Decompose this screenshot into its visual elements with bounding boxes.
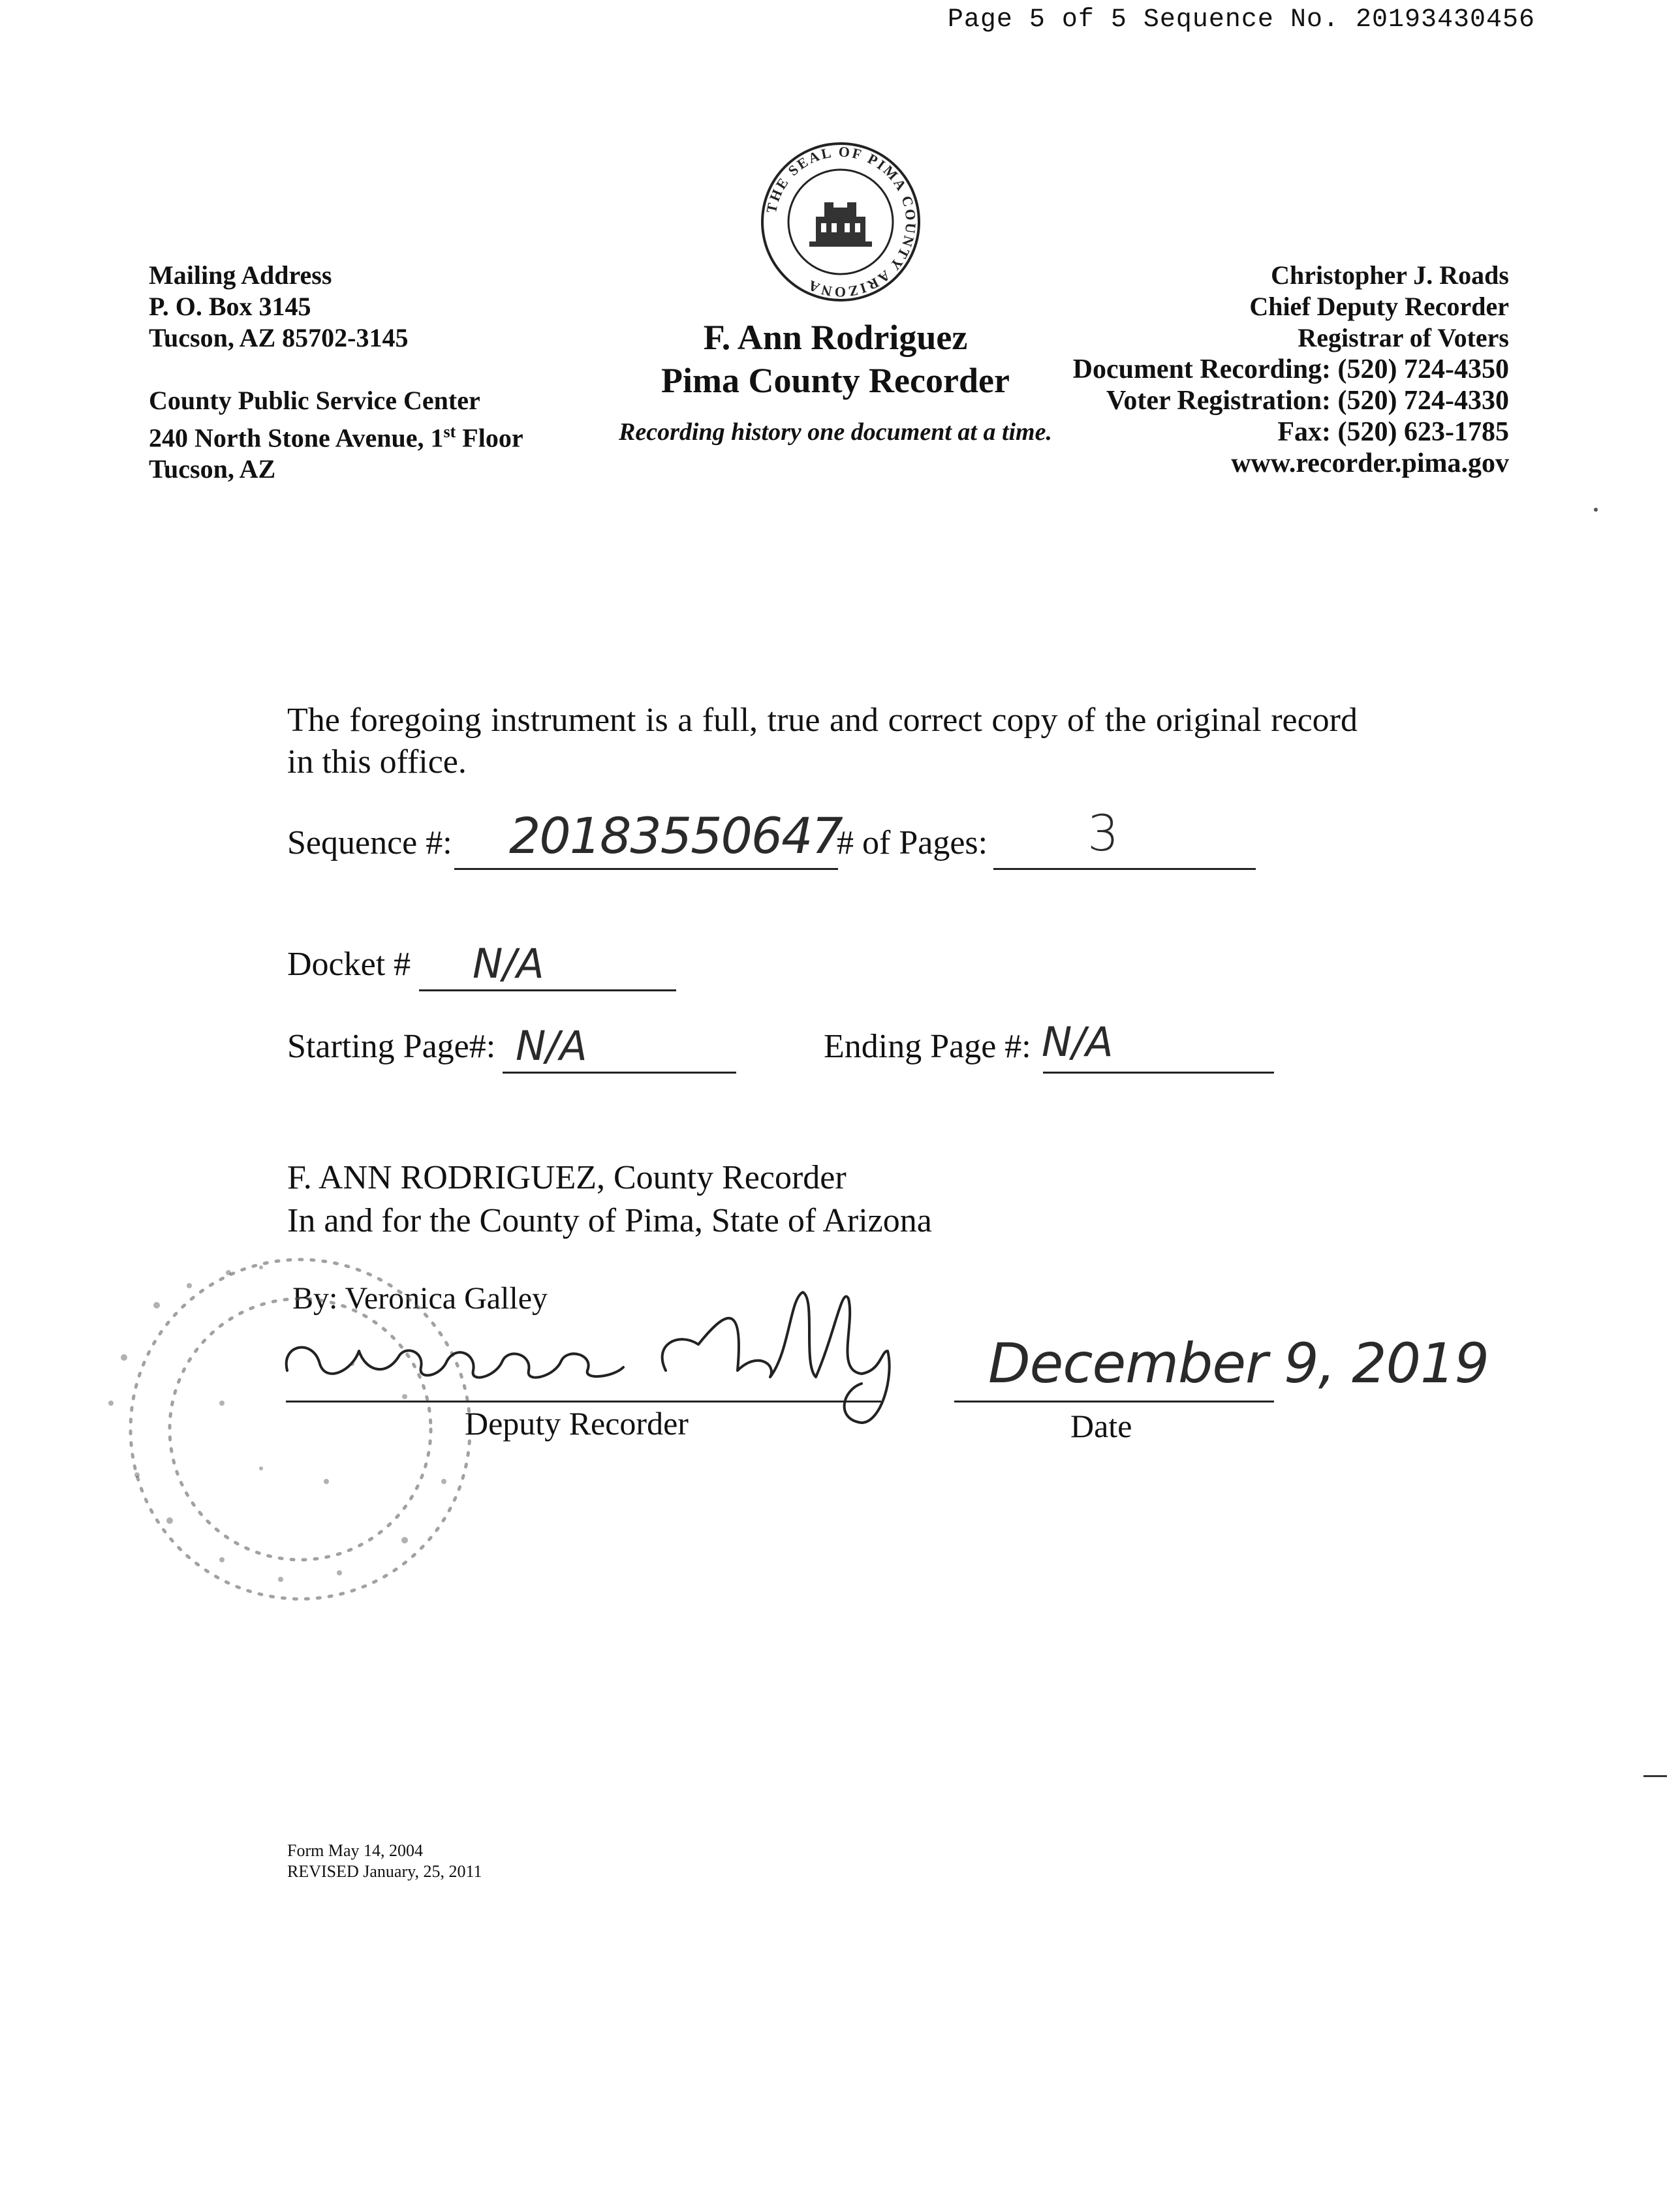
recorder-name: F. Ann Rodriguez (703, 318, 968, 357)
recorder-block (587, 316, 1083, 446)
po-box: P. O. Box 3145 (149, 292, 311, 321)
ending-page-label: Ending Page #: (824, 1028, 1031, 1065)
recorder-line: F. ANN RODRIGUEZ, County Recorder (287, 1159, 847, 1196)
margin-dot (1594, 508, 1598, 512)
contact-block (1073, 260, 1509, 479)
revised-date: REVISED January, 25, 2011 (287, 1862, 482, 1881)
tagline: Recording history one document at a time. (619, 418, 1052, 446)
chief-deputy-title: Chief Deputy Recorder (1249, 292, 1509, 321)
voter-registration-phone: Voter Registration: (520) 724-4330 (1106, 386, 1509, 416)
docket-handwritten: N/A (473, 940, 544, 987)
certification-statement: The foregoing instrument is a full, true and correct copy of the original record in this office. (287, 702, 1358, 781)
document-recording-phone: Document Recording: (520) 724-4350 (1072, 354, 1509, 384)
seal-text: THE SEAL OF PIMA COUNTY ARIZONA (762, 143, 920, 301)
county-seal-icon (756, 137, 926, 307)
date-label: Date (1070, 1408, 1132, 1444)
date-signature-line (954, 1401, 1274, 1402)
starting-page-handwritten: N/A (516, 1022, 587, 1070)
by-line: By: Veronica Galley (292, 1281, 548, 1316)
registrar-title: Registrar of Voters (1298, 323, 1509, 352)
service-center-title: County Public Service Center (149, 386, 480, 415)
mailing-city: Tucson, AZ 85702-3145 (149, 323, 409, 352)
chief-deputy-name: Christopher J. Roads (1271, 260, 1509, 290)
mailing-address-title: Mailing Address (149, 260, 332, 290)
sequence-handwritten: 20183550647 (509, 807, 842, 865)
docket-label: Docket # (287, 946, 411, 983)
pages-handwritten: 3 (1087, 804, 1119, 862)
form-revision-note (287, 1840, 482, 1882)
pages-label: # of Pages: (837, 824, 988, 861)
website: www.recorder.pima.gov (1231, 448, 1509, 478)
form-date: Form May 14, 2004 (287, 1841, 423, 1860)
mailing-address-block (149, 260, 523, 485)
service-center-city: Tucson, AZ (149, 454, 276, 484)
deputy-recorder-label: Deputy Recorder (465, 1405, 689, 1442)
recorder-certification (287, 1156, 932, 1243)
starting-page-label: Starting Page#: (287, 1028, 496, 1065)
street-address: 240 North Stone Avenue, 1st Floor (149, 422, 523, 453)
recorder-office: Pima County Recorder (661, 361, 1010, 400)
margin-mark (1643, 1775, 1667, 1777)
ending-page-handwritten: N/A (1042, 1018, 1113, 1066)
page-sequence-header: Page 5 of 5 Sequence No. 20193430456 (947, 5, 1535, 35)
handwritten-date: December 9, 2019 (988, 1331, 1489, 1395)
sequence-label: Sequence #: (287, 824, 452, 861)
fax-number: Fax: (520) 623-1785 (1277, 417, 1509, 447)
county-line: In and for the County of Pima, State of Arizona (287, 1202, 932, 1239)
